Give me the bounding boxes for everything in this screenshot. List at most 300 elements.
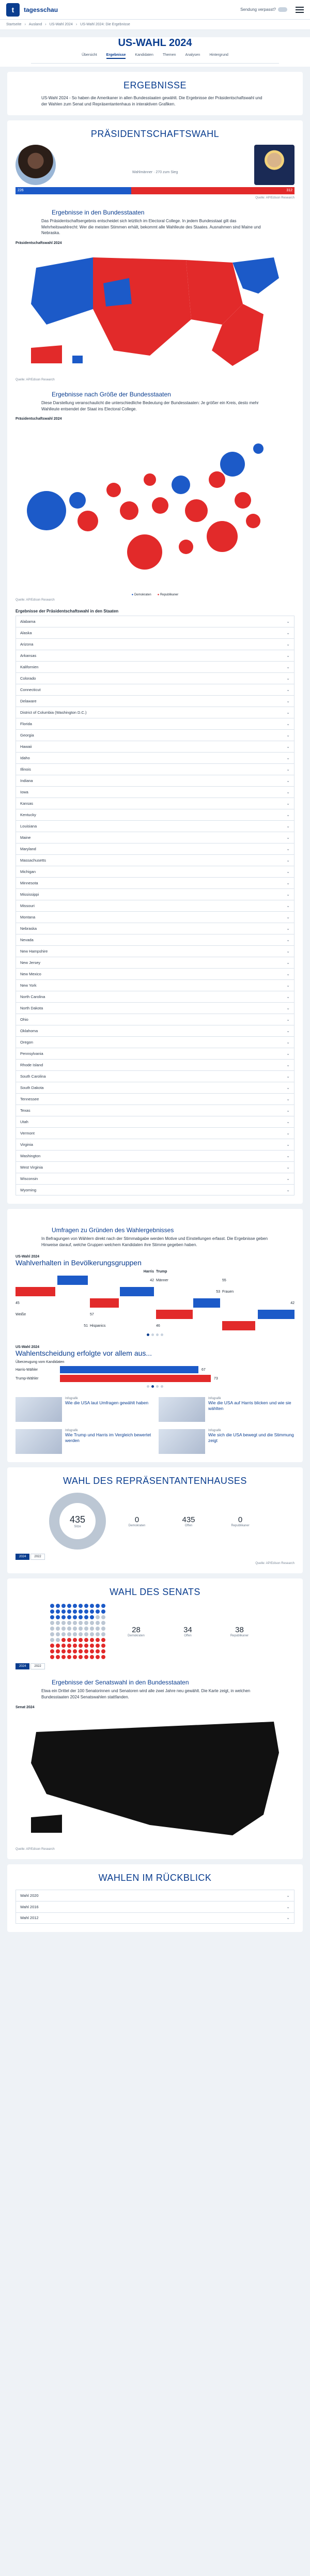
teaser-card[interactable]: [159, 1429, 295, 1454]
state-accordion-item[interactable]: [16, 1093, 295, 1105]
state-accordion-item[interactable]: [16, 888, 295, 900]
states-map-label: Präsidentschaftswahl 2024: [16, 241, 62, 245]
chevron-down-icon: ⌄: [286, 687, 290, 693]
subnav-item[interactable]: Kandidaten: [135, 53, 153, 57]
chevron-down-icon: ⌄: [286, 835, 290, 840]
senate-seat: [50, 1632, 54, 1636]
senate-map-heading: Ergebnisse der Senatswahl in den Bundesstaaten: [52, 1679, 189, 1686]
senate-seat: [67, 1655, 71, 1659]
state-bubble[interactable]: [27, 491, 66, 530]
chevron-down-icon: ⌄: [286, 722, 290, 727]
decision-value: 73: [214, 1376, 218, 1381]
breadcrumb-item[interactable]: US-Wahl 2024: [49, 23, 73, 26]
teaser-card[interactable]: [16, 1397, 151, 1422]
senate-seat: [67, 1644, 71, 1648]
state-accordion-item[interactable]: [16, 809, 295, 820]
column-header: Trump: [156, 1270, 167, 1274]
chevron-down-icon: ⌄: [286, 710, 290, 715]
state-accordion-item[interactable]: [16, 798, 295, 809]
chevron-down-icon: ⌄: [286, 903, 290, 909]
senate-seat: [50, 1609, 54, 1614]
senate-seat: [67, 1604, 71, 1608]
state-bubble[interactable]: [220, 452, 245, 477]
state-name: Nevada: [20, 938, 34, 943]
state-bubble[interactable]: [246, 514, 260, 528]
subnav-item[interactable]: Hintergrund: [209, 53, 228, 57]
central-states[interactable]: [93, 257, 191, 356]
voter-group-label: Harris-Wähler: [16, 1368, 38, 1372]
cartogram-text: Diese Darstellung veranschaulicht die unterschiedliche Bedeutung der Bundesstaaten: Je größer ein Kreis, desto mehr Wahlleute entsendet der Staat ins Electoral College.: [41, 400, 259, 411]
subnav-item-active[interactable]: Ergebnisse: [106, 53, 126, 59]
senate-seat: [56, 1609, 60, 1614]
state-name: Utah: [20, 1120, 28, 1125]
retro-item[interactable]: [16, 1901, 295, 1912]
demographics-kicker: US-Wahl 2024: [16, 1255, 40, 1259]
senate-seat: [56, 1615, 60, 1619]
chevron-down-icon: ⌄: [286, 1097, 290, 1102]
state-name: Maine: [20, 835, 31, 840]
state-accordion-item[interactable]: [16, 1116, 295, 1127]
subnav-item[interactable]: Analysen: [185, 53, 200, 57]
senate-open-stat: [167, 1626, 209, 1637]
cartogram-legend: [16, 593, 295, 596]
senate-seat: [79, 1604, 83, 1608]
state-accordion-item[interactable]: [16, 1184, 295, 1195]
sub-navigation: [31, 53, 279, 64]
legend-dem-label: Demokraten: [134, 593, 151, 597]
legend-dem: ● Demokraten: [131, 593, 151, 597]
house-rep-stat: [220, 1515, 261, 1527]
decision-row: [16, 1366, 295, 1373]
teaser-card[interactable]: [159, 1397, 295, 1422]
breadcrumb-item[interactable]: Startseite: [6, 23, 22, 26]
senate-seat: [101, 1615, 105, 1619]
top-bar: [0, 0, 310, 20]
senate-seat: [56, 1638, 60, 1642]
senate-seat: [67, 1649, 71, 1653]
senate-seat: [79, 1649, 83, 1653]
logo-letter: t: [11, 5, 14, 14]
state-accordion-item[interactable]: [16, 900, 295, 911]
senate-map[interactable]: [16, 1711, 295, 1846]
state-accordion-item[interactable]: [16, 1036, 295, 1048]
senate-seat: [67, 1627, 71, 1631]
brand-name[interactable]: tagesschau: [24, 6, 58, 13]
state-bubble[interactable]: [106, 483, 121, 497]
state-bubble[interactable]: [172, 476, 190, 494]
state-name: Florida: [20, 722, 32, 727]
senate-seat: [50, 1621, 54, 1625]
senate-seat: [90, 1632, 94, 1636]
state-accordion-item[interactable]: [16, 934, 295, 945]
tab-2022[interactable]: 2022: [30, 1554, 44, 1560]
retro-item-label: Wahl 2020: [20, 1893, 39, 1898]
senate-seat: [79, 1655, 83, 1659]
state-accordion-item[interactable]: [16, 616, 295, 627]
senate-seat: [96, 1609, 100, 1614]
chevron-down-icon: ⌄: [286, 949, 290, 954]
senate-seat: [101, 1604, 105, 1608]
teaser-thumbnail[interactable]: [16, 1397, 62, 1422]
chevron-down-icon: ⌄: [286, 778, 290, 784]
state-accordion-item[interactable]: [16, 1048, 295, 1059]
senate-seat: [73, 1609, 77, 1614]
chevron-down-icon: ⌄: [286, 869, 290, 875]
teaser-thumbnail[interactable]: [159, 1397, 205, 1422]
state-name: Nebraska: [20, 926, 37, 931]
live-toggle[interactable]: [240, 7, 287, 12]
chevron-down-icon: ⌄: [286, 892, 290, 897]
state-accordion-item[interactable]: [16, 923, 295, 934]
decision-bar: [60, 1375, 211, 1382]
senate-seat: [84, 1609, 88, 1614]
state-accordion-item[interactable]: [16, 945, 295, 957]
chevron-down-icon: ⌄: [286, 1085, 290, 1091]
senate-seat: [50, 1604, 54, 1608]
state-name: Hawaii: [20, 744, 32, 749]
state-bubble[interactable]: [152, 497, 168, 514]
senate-seat: [84, 1621, 88, 1625]
state-name: South Carolina: [20, 1074, 46, 1079]
trump-value: 57: [90, 1312, 94, 1316]
senate-seat: [50, 1627, 54, 1631]
senate-seat: [90, 1627, 94, 1631]
decision-kicker: US-Wahl 2024: [16, 1345, 40, 1350]
state-name: Iowa: [20, 790, 28, 795]
state-name: Mississippi: [20, 892, 39, 897]
tab-2024[interactable]: 2024: [16, 1663, 29, 1669]
state-name: North Carolina: [20, 994, 45, 1000]
state-accordion-item[interactable]: [16, 957, 295, 968]
chevron-down-icon: ⌄: [286, 824, 290, 829]
source-note: Quelle: AP/Edison Research: [16, 378, 55, 381]
demographics-title: Wahlverhalten in Bevölkerungsgruppen: [16, 1259, 142, 1267]
senate-seat: [90, 1655, 94, 1659]
retrospective-section: [7, 1864, 303, 1932]
state-name: Ohio: [20, 1017, 28, 1022]
state-name: New York: [20, 983, 37, 988]
electoral-votes-bar: [16, 187, 295, 194]
state-name: Alaska: [20, 631, 32, 636]
senate-seat: [101, 1644, 105, 1648]
northeast-states[interactable]: [233, 257, 279, 294]
state-accordion-item[interactable]: [16, 775, 295, 786]
live-label: Sendung verpasst?: [240, 7, 276, 12]
cartogram-label: Präsidentschaftswahl 2024: [16, 417, 62, 421]
state-name: Arizona: [20, 642, 34, 647]
senate-map-text: Etwa ein Drittel der 100 Senatorinnen und Senatoren wird alle zwei Jahre neu gewählt. Die Karte zeigt, in welchen Bundesstaaten 2024 Senatswahlen stattfanden.: [41, 1689, 251, 1699]
senate-seat: [96, 1655, 100, 1659]
senate-seat-grid[interactable]: [50, 1604, 105, 1659]
teaser-title[interactable]: Wie die USA auf Harris blicken und wie sie wählten: [208, 1400, 291, 1411]
state-accordion-item[interactable]: [16, 854, 295, 866]
chevron-down-icon: ⌄: [286, 1176, 290, 1182]
senate-seat: [101, 1638, 105, 1642]
breadcrumb-item: US-Wahl 2024: Die Ergebnisse: [80, 23, 130, 26]
harris-value: 53: [216, 1290, 220, 1294]
state-accordion-item[interactable]: [16, 718, 295, 729]
chevron-down-icon: ⌄: [286, 1108, 290, 1113]
senate-seat: [96, 1621, 100, 1625]
state-name: Indiana: [20, 778, 33, 784]
chevron-down-icon: ⌄: [286, 1017, 290, 1022]
state-bubble[interactable]: [235, 492, 251, 509]
senate-rep-stat: [219, 1626, 260, 1637]
chevron-down-icon: ⌄: [286, 1154, 290, 1159]
state-accordion-item[interactable]: [16, 1082, 295, 1093]
harris-value: 42: [290, 1301, 295, 1305]
state-accordion-item[interactable]: [16, 1173, 295, 1184]
stat-number: 28: [132, 1626, 141, 1635]
results-title: ERGEBNISSE: [123, 80, 187, 90]
state-bubble[interactable]: [179, 540, 193, 554]
state-accordion-item[interactable]: [16, 729, 295, 741]
state-accordion-item[interactable]: [16, 763, 295, 775]
senate-seat: [101, 1609, 105, 1614]
senate-seat: [84, 1638, 88, 1642]
tagesschau-logo[interactable]: [6, 3, 20, 17]
state-bubble[interactable]: [127, 534, 162, 570]
state-accordion-item[interactable]: [16, 991, 295, 1002]
source-note: Quelle: AP/Edison Research: [255, 1562, 295, 1566]
senate-seat: [90, 1644, 94, 1648]
hawaii[interactable]: [72, 356, 83, 363]
state-accordion-item[interactable]: [16, 786, 295, 798]
retro-item[interactable]: [16, 1890, 295, 1901]
polls-section: [7, 1209, 303, 1462]
column-header: Harris: [143, 1270, 154, 1274]
state-accordion-item[interactable]: [16, 627, 295, 638]
senate-seat: [96, 1604, 100, 1608]
state-name: Massachusetts: [20, 858, 47, 863]
state-bubble[interactable]: [253, 443, 264, 454]
hamburger-menu-icon[interactable]: [296, 7, 304, 13]
toggle-switch[interactable]: [278, 7, 287, 12]
state-bubble[interactable]: [185, 499, 208, 522]
west-coast-states[interactable]: [31, 257, 93, 325]
state-name: Louisiana: [20, 824, 37, 829]
senate-seat: [67, 1609, 71, 1614]
house-donut-chart[interactable]: [49, 1493, 106, 1550]
state-accordion-item[interactable]: [16, 707, 295, 718]
president-title: PRÄSIDENTSCHAFTSWAHL: [90, 129, 220, 140]
house-open-stat: [168, 1515, 209, 1527]
state-accordion-item[interactable]: [16, 979, 295, 991]
chevron-down-icon: ⌄: [286, 631, 290, 636]
state-accordion-item[interactable]: [16, 1025, 295, 1036]
decision-bar: [60, 1366, 198, 1373]
state-accordion-item[interactable]: [16, 684, 295, 695]
state-accordion-item[interactable]: [16, 1161, 295, 1173]
senate-seat: [79, 1638, 83, 1642]
senate-seat: [67, 1638, 71, 1642]
decision-value: 67: [202, 1368, 206, 1372]
state-bubble[interactable]: [144, 473, 156, 486]
stat-number: 0: [238, 1515, 243, 1524]
retro-item[interactable]: [16, 1912, 295, 1924]
page-title: US-WAHL 2024: [118, 37, 192, 49]
state-accordion-item[interactable]: [16, 661, 295, 672]
state-accordion-item[interactable]: [16, 1150, 295, 1161]
us-map-svg: [16, 247, 295, 376]
state-accordion-item[interactable]: [16, 638, 295, 650]
teaser-thumbnail[interactable]: [159, 1429, 205, 1454]
state-accordion-item[interactable]: [16, 832, 295, 843]
teaser-card[interactable]: [16, 1429, 151, 1454]
state-accordion-item[interactable]: [16, 1070, 295, 1082]
stat-label: Republikaner: [230, 1634, 249, 1638]
chevron-down-icon: ⌄: [286, 619, 290, 624]
senate-seat: [50, 1615, 54, 1619]
senate-seat: [79, 1615, 83, 1619]
senate-seat: [73, 1621, 77, 1625]
teaser-title[interactable]: Wie Trump und Harris im Vergleich bewertet werden: [65, 1432, 151, 1443]
state-name: Idaho: [20, 756, 30, 761]
teaser-title[interactable]: Wie sich die USA bewegt und die Stimmung zeigt: [208, 1432, 294, 1443]
cartogram-svg: [16, 423, 295, 593]
state-accordion-item[interactable]: [16, 1014, 295, 1025]
state-accordion-item[interactable]: [16, 752, 295, 763]
decision-group1: Überzeugung vom Kandidaten: [16, 1360, 65, 1364]
state-bubble[interactable]: [69, 492, 86, 509]
state-name: Wyoming: [20, 1187, 37, 1192]
state-accordion-item[interactable]: [16, 1059, 295, 1070]
page-header: [0, 37, 310, 67]
chevron-down-icon: ⌄: [286, 699, 290, 704]
demographics-table: [16, 1270, 295, 1330]
state-accordion-item[interactable]: [16, 1127, 295, 1139]
senate-seat: [84, 1644, 88, 1648]
teaser-grid: [16, 1397, 295, 1454]
demographics-panel: [16, 1255, 295, 1336]
state-name: Colorado: [20, 676, 36, 681]
senate-seat: [50, 1649, 54, 1653]
senate-seat: [73, 1632, 77, 1636]
us-results-map[interactable]: [16, 247, 295, 376]
state-accordion-item[interactable]: [16, 1002, 295, 1014]
senate-title: WAHL DES SENATS: [110, 1587, 200, 1598]
chevron-down-icon: ⌄: [286, 744, 290, 749]
breadcrumb-item[interactable]: Ausland: [28, 23, 42, 26]
alaska[interactable]: [31, 1815, 62, 1833]
senate-seat: [56, 1655, 60, 1659]
state-bubble[interactable]: [120, 501, 138, 520]
chevron-down-icon: ⌄: [286, 1893, 290, 1898]
state-results-accordion: [16, 609, 295, 1195]
teaser-title[interactable]: Wie die USA laut Umfragen gewählt haben: [65, 1400, 149, 1406]
state-accordion-item[interactable]: [16, 843, 295, 854]
chevron-down-icon: ⌄: [286, 801, 290, 806]
state-name: Tennessee: [20, 1097, 39, 1102]
state-name: Alabama: [20, 619, 36, 624]
chevron-down-icon: ⌄: [286, 1142, 290, 1147]
state-accordion-item[interactable]: [16, 820, 295, 832]
state-accordion-item[interactable]: [16, 1139, 295, 1150]
trump-bar: [222, 1321, 255, 1330]
trump-value: 45: [16, 1301, 20, 1305]
senate-seat: [56, 1604, 60, 1608]
state-accordion-item[interactable]: [16, 695, 295, 707]
senate-seat: [73, 1604, 77, 1608]
subnav-item[interactable]: Übersicht: [82, 53, 97, 57]
house-total: 435: [69, 1514, 86, 1525]
senate-seat: [79, 1632, 83, 1636]
state-accordion-item[interactable]: [16, 968, 295, 979]
state-cartogram[interactable]: [16, 423, 295, 593]
senate-seat: [90, 1638, 94, 1642]
teaser-kicker: Infografik: [65, 1397, 78, 1401]
chevron-down-icon: ⌄: [286, 756, 290, 761]
subnav-item[interactable]: Themen: [162, 53, 176, 57]
polls-text: In Befragungen von Wählern direkt nach der Stimmabgabe werden Motive und Einstellungen erfasst. Die Ergebnisse geben Hinweise darauf, welche Gruppen welchem Kandidaten ihre Stimme gegeben haben.: [41, 1236, 268, 1247]
senate-seat: [73, 1644, 77, 1648]
state-name: Virginia: [20, 1142, 33, 1147]
tab-2022[interactable]: 2022: [30, 1663, 44, 1669]
state-bubble[interactable]: [209, 471, 225, 488]
state-accordion-item[interactable]: [16, 877, 295, 888]
senate-seat: [101, 1621, 105, 1625]
senate-seat: [96, 1615, 100, 1619]
carousel-dots[interactable]: [16, 1385, 295, 1388]
state-bubble[interactable]: [78, 511, 98, 531]
house-total-label: Sitze: [74, 1525, 81, 1528]
state-name: Maryland: [20, 847, 36, 852]
senate-seat: [61, 1627, 66, 1631]
chevron-down-icon: ⌄: [286, 983, 290, 988]
state-name: Texas: [20, 1108, 30, 1113]
chevron-down-icon: ⌄: [286, 1040, 290, 1045]
chevron-down-icon: ⌄: [286, 1120, 290, 1125]
senate-seat: [61, 1615, 66, 1619]
group-label: Männer: [156, 1278, 168, 1282]
stat-number: 34: [183, 1626, 192, 1635]
source-note: Quelle: AP/Edison Research: [16, 599, 55, 602]
senate-seat: [50, 1638, 54, 1642]
chevron-down-icon: ⌄: [286, 733, 290, 738]
senate-seat: [67, 1621, 71, 1625]
senate-seat: [79, 1644, 83, 1648]
chevron-down-icon: ⌄: [286, 812, 290, 818]
stat-label: Offen: [184, 1524, 193, 1527]
state-accordion-item[interactable]: [16, 1105, 295, 1116]
alaska[interactable]: [31, 345, 62, 363]
state-accordion-item[interactable]: [16, 672, 295, 684]
chevron-down-icon: ⌄: [286, 972, 290, 977]
state-accordion-item[interactable]: [16, 911, 295, 923]
retro-item-label: Wahl 2012: [20, 1915, 39, 1921]
state-accordion-item[interactable]: [16, 650, 295, 661]
senate-seat: [50, 1655, 54, 1659]
senate-seat: [73, 1655, 77, 1659]
senate-seat: [79, 1621, 83, 1625]
harris-ev-value: 226: [18, 189, 24, 193]
stat-label: Demokraten: [128, 1634, 145, 1638]
chevron-down-icon: ⌄: [286, 653, 290, 658]
state-bubble[interactable]: [207, 521, 238, 552]
tab-2024[interactable]: 2024: [16, 1554, 29, 1560]
senate-seat: [67, 1615, 71, 1619]
state-accordion-item[interactable]: [16, 866, 295, 877]
senate-seat: [90, 1621, 94, 1625]
harris-value: 51: [84, 1324, 88, 1328]
source-note: Quelle: AP/Edison Research: [255, 196, 295, 200]
state-accordion-item[interactable]: [16, 741, 295, 752]
group-label: Weiße: [16, 1312, 26, 1316]
senate-states-silhouette[interactable]: [31, 1722, 279, 1835]
carousel-dots[interactable]: [16, 1333, 295, 1336]
teaser-thumbnail[interactable]: [16, 1429, 62, 1454]
stat-number: 0: [134, 1515, 140, 1524]
